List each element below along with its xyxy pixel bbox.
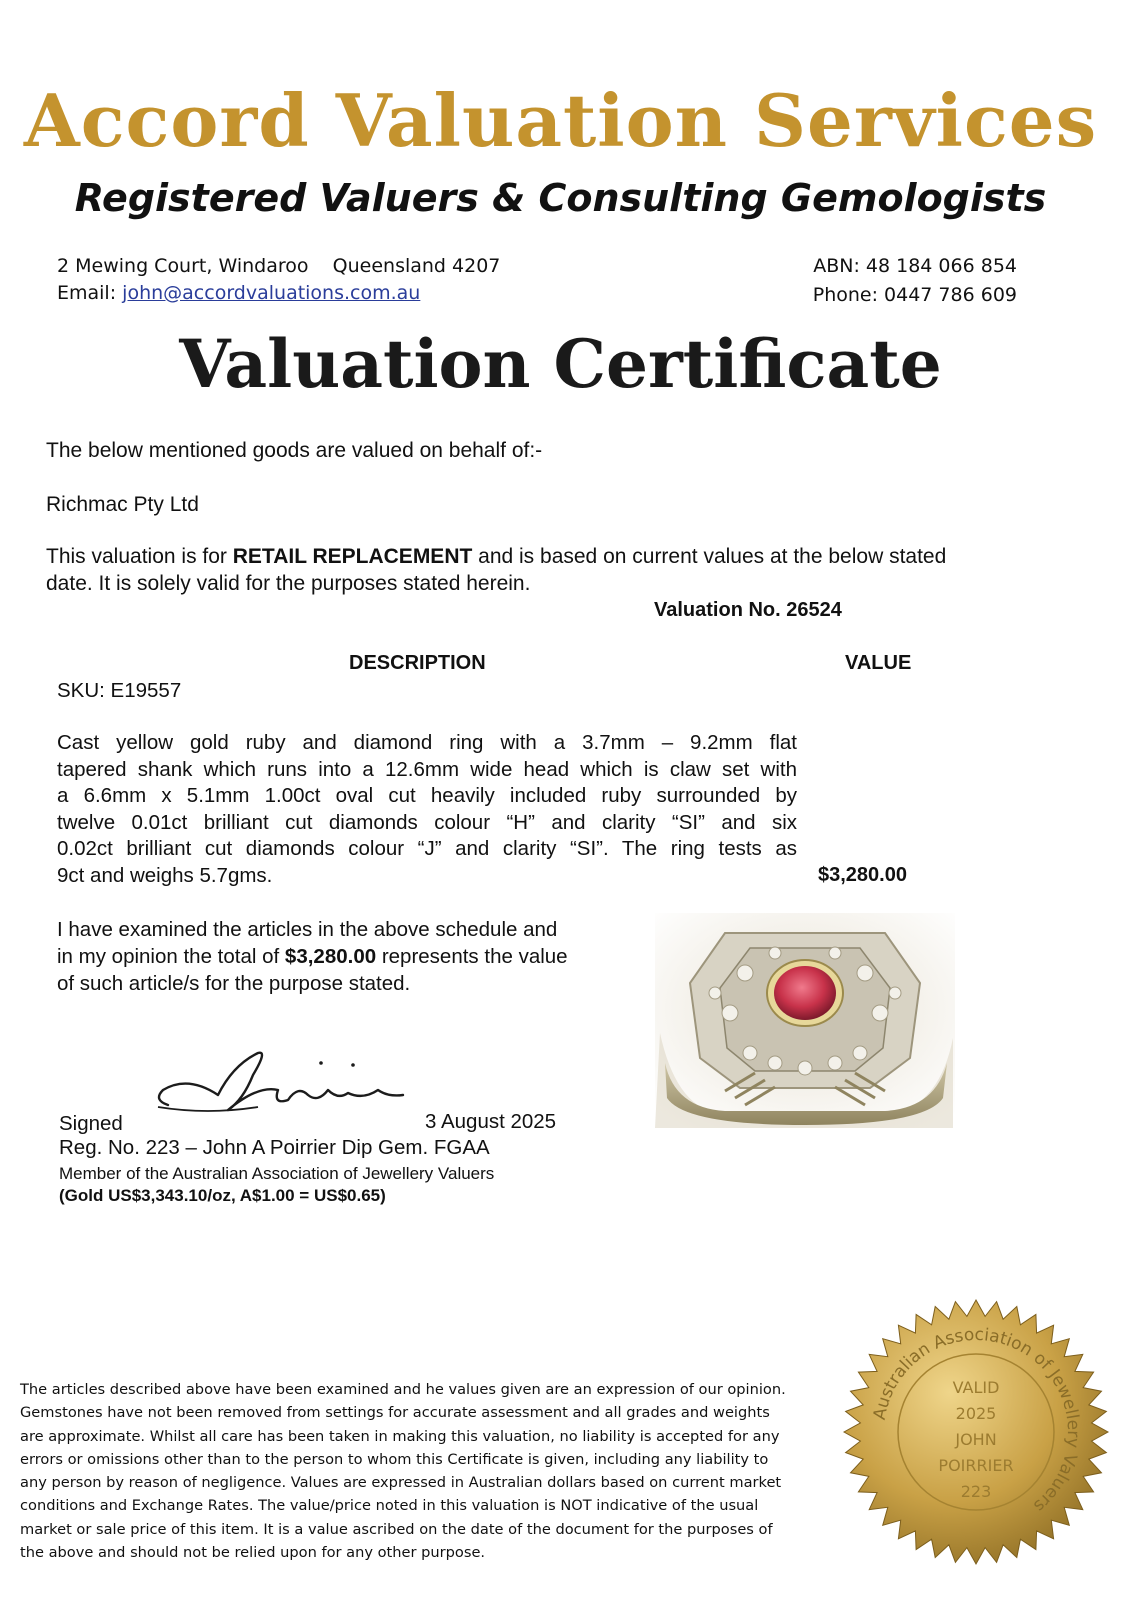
description-header: DESCRIPTION: [349, 652, 486, 674]
purpose-line-2: date. It is solely valid for the purposes stated herein.: [46, 572, 531, 595]
seal-line: POIRRIER: [938, 1456, 1014, 1475]
email-link[interactable]: john@accordvaluations.com.au: [122, 282, 421, 304]
description-line: 0.02ct brilliant cut diamonds colour “J” and clarity “SI”. The ring tests as: [57, 837, 797, 860]
description-line: Cast yellow gold ruby and diamond ring with a 3.7mm – 9.2mm flat: [57, 731, 797, 754]
ring-photo: [655, 913, 955, 1128]
description-line: twelve 0.01ct brilliant cut diamonds colour “H” and clarity “SI” and six: [57, 810, 797, 834]
description-line: a 6.6mm x 5.1mm 1.00ct oval cut heavily included ruby surrounded by: [57, 784, 797, 807]
value-header: VALUE: [845, 652, 912, 674]
signed-label: Signed: [59, 1112, 123, 1135]
seal-line: 2025: [955, 1404, 997, 1423]
seal-line: VALID: [952, 1378, 1000, 1397]
gold-rate-line: (Gold US$3,343.10/oz, A$1.00 = US$0.65): [59, 1186, 386, 1205]
description-line: tapered shank which runs into a 12.6mm wide head which is claw set with: [57, 757, 797, 781]
address-line: [57, 255, 500, 277]
disclaimer-line: are approximate. Whilst all care has been taken in making this valuation, no liability is accepted for any: [20, 1427, 780, 1445]
disclaimer-line: conditions and Exchange Rates. The value/price noted in this valuation is NOT indicative of the usual: [20, 1497, 759, 1515]
abn: ABN: 48 184 066 854: [813, 255, 1017, 277]
item-description: [57, 730, 797, 889]
opinion-line-3: of such article/s for the purpose stated.: [57, 972, 411, 995]
disclaimer: [20, 1378, 828, 1564]
purpose-type: RETAIL REPLACEMENT: [232, 545, 473, 568]
state-postcode: Queensland 4207: [332, 255, 501, 277]
description-line: 9ct and weighs 5.7gms.: [57, 863, 273, 887]
disclaimer-line: The articles described above have been examined and he values given are an expression of our opinion.: [20, 1381, 786, 1398]
handwritten-signature: [148, 1045, 408, 1125]
opinion-line-2: in my opinion the total of $3,280.00 represents the value: [57, 945, 568, 968]
seal-ring-text: Australian Association of Jewellery Valuers: [869, 1324, 1084, 1516]
disclaimer-line: market or sale price of this item. It is a value ascribed on the date of the document for the purposes of: [20, 1520, 773, 1538]
email-line: [57, 282, 420, 304]
membership-line: Member of the Australian Association of Jewellery Valuers: [59, 1164, 495, 1183]
company-tagline: Registered Valuers & Consulting Gemologists: [74, 176, 1047, 220]
gold-seal: [842, 1298, 1110, 1566]
disclaimer-line: errors or omissions other than to the person to whom this Certificate is given, including any liability to: [20, 1450, 769, 1468]
email-label: Email:: [57, 282, 117, 304]
signature-date: 3 August 2025: [425, 1110, 557, 1133]
total-value: $3,280.00: [284, 945, 377, 968]
item-value: $3,280.00: [818, 864, 907, 886]
seal-line: JOHN: [955, 1430, 997, 1449]
certificate-title: Valuation Certificate: [179, 325, 942, 403]
company-name: Accord Valuation Services: [23, 78, 1098, 163]
registration-line: Reg. No. 223 – John A Poirrier Dip Gem. FGAA: [59, 1136, 490, 1159]
disclaimer-line: any person by reason of negligence. Values are expressed in Australian dollars based on current market: [20, 1474, 782, 1492]
behalf-text: The below mentioned goods are valued on behalf of:-: [46, 439, 543, 462]
disclaimer-line: the above and should not be relied upon for any other purpose.: [20, 1544, 486, 1562]
seal-line: 223: [960, 1482, 992, 1501]
client-name: Richmac Pty Ltd: [46, 493, 199, 516]
valuation-number: Valuation No. 26524: [654, 599, 842, 621]
disclaimer-line: Gemstones have not been removed from settings for accurate assessment and all grades and weights: [20, 1404, 770, 1422]
opinion-line-1: I have examined the articles in the above schedule and: [57, 918, 558, 941]
phone: Phone: 0447 786 609: [812, 284, 1017, 306]
sku: SKU: E19557: [57, 679, 182, 702]
purpose-line-1: This valuation is for RETAIL REPLACEMENT and is based on current values at the below stated: [46, 545, 947, 568]
street-address: 2 Mewing Court, Windaroo: [57, 255, 309, 277]
